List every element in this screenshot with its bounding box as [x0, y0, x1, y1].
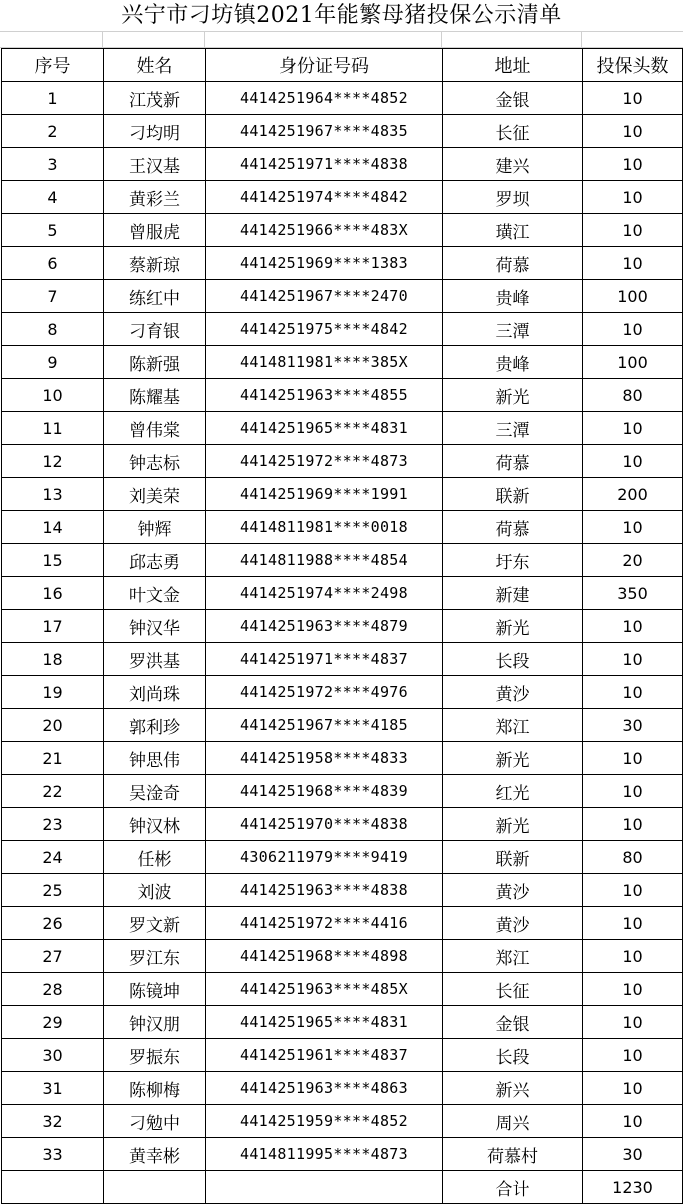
- header-id: 身份证号码: [206, 49, 443, 82]
- table-row: [2, 313, 683, 346]
- table-header-row: [2, 49, 683, 82]
- cell-count: 10: [583, 247, 683, 280]
- cell-address: 红光: [443, 775, 583, 808]
- cell-name: 刁育银: [104, 313, 206, 346]
- table-row: [2, 973, 683, 1006]
- cell-id-number: 4414251963****4879: [206, 610, 443, 643]
- cell-id-number: 4414251974****4842: [206, 181, 443, 214]
- table-row: [2, 1039, 683, 1072]
- table-row: [2, 742, 683, 775]
- cell-name: 曾服虎: [104, 214, 206, 247]
- cell-seq: 19: [2, 676, 104, 709]
- cell-id-number: 4414251969****1383: [206, 247, 443, 280]
- cell-address: 圩东: [443, 544, 583, 577]
- table-row: [2, 610, 683, 643]
- table-row: [2, 280, 683, 313]
- table-row: [2, 940, 683, 973]
- cell-address: 贵峰: [443, 346, 583, 379]
- cell-count: 30: [583, 1138, 683, 1171]
- cell-id-number: 4414811981****0018: [206, 511, 443, 544]
- table-row: [2, 346, 683, 379]
- cell-address: 联新: [443, 478, 583, 511]
- cell-address: 荷慕村: [443, 1138, 583, 1171]
- cell-name: 罗振东: [104, 1039, 206, 1072]
- cell-count: 10: [583, 940, 683, 973]
- cell-count: 10: [583, 643, 683, 676]
- cell-address: 郑江: [443, 940, 583, 973]
- cell-seq: 4: [2, 181, 104, 214]
- cell-id-number: 4414251967****4835: [206, 115, 443, 148]
- cell-name: 钟思伟: [104, 742, 206, 775]
- cell-seq: 24: [2, 841, 104, 874]
- cell-name: 叶文金: [104, 577, 206, 610]
- cell-seq: 31: [2, 1072, 104, 1105]
- cell-name: 吴淦奇: [104, 775, 206, 808]
- cell-address: 罗坝: [443, 181, 583, 214]
- cell-name: 刘尚珠: [104, 676, 206, 709]
- cell-name: 陈耀基: [104, 379, 206, 412]
- cell-name: 刘波: [104, 874, 206, 907]
- cell-seq: 8: [2, 313, 104, 346]
- cell-name: 罗洪基: [104, 643, 206, 676]
- cell-seq: 33: [2, 1138, 104, 1171]
- cell-seq: 6: [2, 247, 104, 280]
- cell-name: 刁均明: [104, 115, 206, 148]
- table-row: [2, 841, 683, 874]
- cell-address: 荷慕: [443, 511, 583, 544]
- cell-id-number: 4414251975****4842: [206, 313, 443, 346]
- cell-address: 长段: [443, 643, 583, 676]
- cell-address: 新光: [443, 379, 583, 412]
- total-empty-cell: [2, 1171, 104, 1204]
- cell-address: 新兴: [443, 1072, 583, 1105]
- cell-id-number: 4414251968****4898: [206, 940, 443, 973]
- cell-name: 江茂新: [104, 82, 206, 115]
- cell-address: 建兴: [443, 148, 583, 181]
- cell-seq: 12: [2, 445, 104, 478]
- cell-address: 长段: [443, 1039, 583, 1072]
- cell-seq: 15: [2, 544, 104, 577]
- cell-seq: 21: [2, 742, 104, 775]
- cell-seq: 28: [2, 973, 104, 1006]
- cell-seq: 16: [2, 577, 104, 610]
- cell-seq: 22: [2, 775, 104, 808]
- cell-count: 10: [583, 874, 683, 907]
- cell-id-number: 4414251966****483X: [206, 214, 443, 247]
- header-name: 姓名: [104, 49, 206, 82]
- cell-seq: 7: [2, 280, 104, 313]
- cell-id-number: 4414251958****4833: [206, 742, 443, 775]
- cell-id-number: 4414251972****4416: [206, 907, 443, 940]
- cell-seq: 23: [2, 808, 104, 841]
- cell-count: 10: [583, 412, 683, 445]
- cell-address: 黄沙: [443, 874, 583, 907]
- cell-name: 郭利珍: [104, 709, 206, 742]
- cell-seq: 10: [2, 379, 104, 412]
- cell-id-number: 4414251964****4852: [206, 82, 443, 115]
- cell-id-number: 4414251967****2470: [206, 280, 443, 313]
- cell-seq: 3: [2, 148, 104, 181]
- table-body: [2, 82, 683, 1204]
- table-row: [2, 1138, 683, 1171]
- cell-count: 350: [583, 577, 683, 610]
- table-row: [2, 1105, 683, 1138]
- cell-name: 陈镜坤: [104, 973, 206, 1006]
- cell-name: 任彬: [104, 841, 206, 874]
- table-row: [2, 1006, 683, 1039]
- cell-count: 10: [583, 313, 683, 346]
- document-title: 兴宁市刁坊镇2021年能繁母猪投保公示清单: [121, 3, 562, 28]
- cell-id-number: 4414251963****4838: [206, 874, 443, 907]
- cell-count: 30: [583, 709, 683, 742]
- cell-name: 练红中: [104, 280, 206, 313]
- cell-address: 荷慕: [443, 445, 583, 478]
- cell-address: 新光: [443, 742, 583, 775]
- header-seq: 序号: [2, 49, 104, 82]
- header-count: 投保头数: [583, 49, 683, 82]
- cell-seq: 18: [2, 643, 104, 676]
- cell-id-number: 4414251963****4855: [206, 379, 443, 412]
- table-row: [2, 214, 683, 247]
- table-row: [2, 379, 683, 412]
- cell-count: 80: [583, 379, 683, 412]
- cell-name: 刁勉中: [104, 1105, 206, 1138]
- cell-count: 20: [583, 544, 683, 577]
- cell-name: 钟汉朋: [104, 1006, 206, 1039]
- cell-address: 金银: [443, 82, 583, 115]
- cell-count: 10: [583, 148, 683, 181]
- cell-address: 长征: [443, 973, 583, 1006]
- cell-id-number: 4414251965****4831: [206, 1006, 443, 1039]
- cell-address: 郑江: [443, 709, 583, 742]
- cell-address: 璜江: [443, 214, 583, 247]
- cell-address: 新建: [443, 577, 583, 610]
- cell-address: 三潭: [443, 313, 583, 346]
- cell-address: 荷慕: [443, 247, 583, 280]
- table-row: [2, 478, 683, 511]
- cell-id-number: 4414251959****4852: [206, 1105, 443, 1138]
- cell-address: 黄沙: [443, 676, 583, 709]
- table-row: [2, 511, 683, 544]
- cell-address: 长征: [443, 115, 583, 148]
- table-row: [2, 1072, 683, 1105]
- cell-count: 10: [583, 181, 683, 214]
- cell-name: 钟志标: [104, 445, 206, 478]
- cell-address: 新光: [443, 808, 583, 841]
- cell-count: 10: [583, 610, 683, 643]
- cell-seq: 32: [2, 1105, 104, 1138]
- table-row: [2, 709, 683, 742]
- cell-count: 10: [583, 1105, 683, 1138]
- cell-seq: 5: [2, 214, 104, 247]
- cell-id-number: 4414251971****4838: [206, 148, 443, 181]
- cell-name: 罗江东: [104, 940, 206, 973]
- cell-id-number: 4414251974****2498: [206, 577, 443, 610]
- cell-name: 蔡新琼: [104, 247, 206, 280]
- table-row: [2, 115, 683, 148]
- table-row: [2, 676, 683, 709]
- cell-name: 钟汉华: [104, 610, 206, 643]
- cell-count: 10: [583, 214, 683, 247]
- header-address: 地址: [443, 49, 583, 82]
- cell-count: 10: [583, 676, 683, 709]
- total-row: [2, 1171, 683, 1204]
- cell-seq: 11: [2, 412, 104, 445]
- cell-count: 100: [583, 346, 683, 379]
- cell-id-number: 4414811995****4873: [206, 1138, 443, 1171]
- cell-address: 贵峰: [443, 280, 583, 313]
- cell-name: 钟汉林: [104, 808, 206, 841]
- cell-count: 10: [583, 775, 683, 808]
- table-row: [2, 148, 683, 181]
- cell-count: 10: [583, 1039, 683, 1072]
- table-row: [2, 874, 683, 907]
- cell-name: 曾伟棠: [104, 412, 206, 445]
- cell-id-number: 4414251965****4831: [206, 412, 443, 445]
- table-row: [2, 643, 683, 676]
- cell-address: 联新: [443, 841, 583, 874]
- cell-id-number: 4414811981****385X: [206, 346, 443, 379]
- table-row: [2, 775, 683, 808]
- total-value: 1230: [583, 1171, 683, 1204]
- cell-count: 80: [583, 841, 683, 874]
- cell-seq: 30: [2, 1039, 104, 1072]
- table-row: [2, 907, 683, 940]
- cell-count: 100: [583, 280, 683, 313]
- table-row: [2, 82, 683, 115]
- table-row: [2, 412, 683, 445]
- cell-name: 陈柳梅: [104, 1072, 206, 1105]
- total-label: 合计: [443, 1171, 583, 1204]
- cell-name: 黄幸彬: [104, 1138, 206, 1171]
- cell-name: 陈新强: [104, 346, 206, 379]
- cell-count: 10: [583, 82, 683, 115]
- cell-id-number: 4414251970****4838: [206, 808, 443, 841]
- cell-count: 10: [583, 973, 683, 1006]
- cell-count: 10: [583, 445, 683, 478]
- cell-id-number: 4414251971****4837: [206, 643, 443, 676]
- cell-id-number: 4414251969****1991: [206, 478, 443, 511]
- cell-seq: 27: [2, 940, 104, 973]
- cell-id-number: 4414251972****4873: [206, 445, 443, 478]
- cell-address: 新光: [443, 610, 583, 643]
- cell-count: 200: [583, 478, 683, 511]
- cell-seq: 25: [2, 874, 104, 907]
- table-row: [2, 808, 683, 841]
- cell-seq: 14: [2, 511, 104, 544]
- cell-id-number: 4414251963****485X: [206, 973, 443, 1006]
- cell-count: 10: [583, 115, 683, 148]
- cell-seq: 26: [2, 907, 104, 940]
- cell-seq: 29: [2, 1006, 104, 1039]
- cell-seq: 1: [2, 82, 104, 115]
- cell-count: 10: [583, 907, 683, 940]
- cell-seq: 2: [2, 115, 104, 148]
- table-row: [2, 181, 683, 214]
- table-row: [2, 445, 683, 478]
- cell-name: 邱志勇: [104, 544, 206, 577]
- cell-count: 10: [583, 511, 683, 544]
- cell-seq: 13: [2, 478, 104, 511]
- total-empty-cell: [206, 1171, 443, 1204]
- cell-name: 王汉基: [104, 148, 206, 181]
- cell-seq: 20: [2, 709, 104, 742]
- table-row: [2, 247, 683, 280]
- cell-address: 周兴: [443, 1105, 583, 1138]
- cell-count: 10: [583, 742, 683, 775]
- cell-address: 金银: [443, 1006, 583, 1039]
- cell-address: 三潭: [443, 412, 583, 445]
- cell-id-number: 4414251963****4863: [206, 1072, 443, 1105]
- cell-name: 黄彩兰: [104, 181, 206, 214]
- insurance-list-table: [1, 48, 683, 1204]
- cell-name: 钟辉: [104, 511, 206, 544]
- cell-name: 刘美荣: [104, 478, 206, 511]
- cell-id-number: 4414811988****4854: [206, 544, 443, 577]
- total-empty-cell: [104, 1171, 206, 1204]
- cell-seq: 9: [2, 346, 104, 379]
- cell-count: 10: [583, 1006, 683, 1039]
- cell-id-number: 4414251967****4185: [206, 709, 443, 742]
- cell-id-number: 4414251961****4837: [206, 1039, 443, 1072]
- table-row: [2, 544, 683, 577]
- cell-count: 10: [583, 808, 683, 841]
- cell-id-number: 4414251968****4839: [206, 775, 443, 808]
- cell-count: 10: [583, 1072, 683, 1105]
- cell-address: 黄沙: [443, 907, 583, 940]
- cell-name: 罗文新: [104, 907, 206, 940]
- cell-id-number: 4414251972****4976: [206, 676, 443, 709]
- table-row: [2, 577, 683, 610]
- cell-seq: 17: [2, 610, 104, 643]
- cell-id-number: 4306211979****9419: [206, 841, 443, 874]
- blank-spacer-row: [0, 31, 683, 48]
